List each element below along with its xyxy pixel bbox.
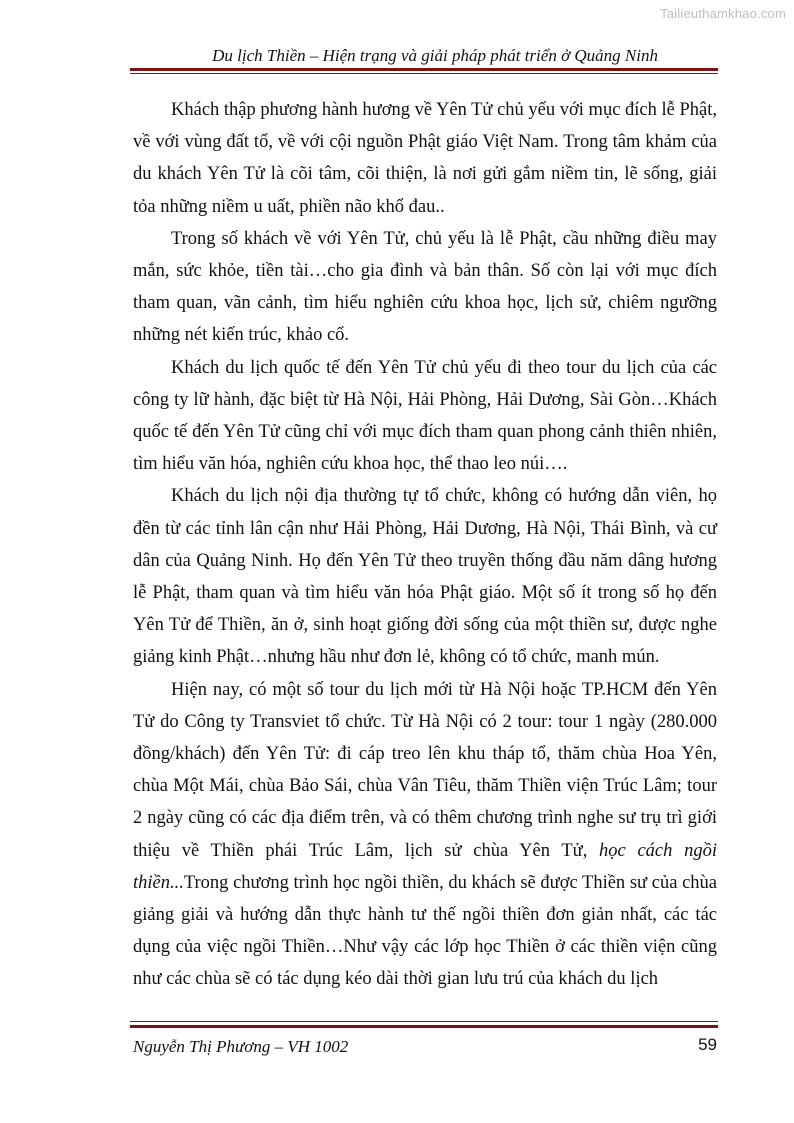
header-rule-thin — [130, 73, 718, 74]
footer-rule-thin — [130, 1021, 718, 1022]
page-body — [133, 94, 717, 996]
paragraph-2: Trong số khách về với Yên Tử, chủ yếu là lễ Phật, cầu những điều may mắn, sức khỏe, tiền tài…cho gia đình và bản thân. Số còn lại với mục đích tham quan, vãn cảnh, tìm hiểu nghiên cứu khoa học, lịch sử, chiêm ngưỡng những nét kiến trúc, khảo cổ. — [133, 228, 717, 346]
footer-author: Nguyễn Thị Phương – VH 1002 — [133, 1037, 349, 1056]
paragraph-5-text-end: Trong chương trình học ngồi thiền, du khách sẽ được Thiền sư của chùa giảng giải và hướng dẫn thực hành tư thế ngồi thiền đơn giản nhất, các tác dụng của việc ngồi Thiền…Như vậy các lớp học Thiền ở các thiền viện cũng như các chùa sẽ có tác dụng kéo dài thời gian lưu trú của khách du lịch — [133, 872, 717, 990]
paragraph-5-text-start: Hiện nay, có một số tour du lịch mới từ Hà Nội hoặc TP.HCM đến Yên Tử do Công ty Transviet tổ chức. Từ Hà Nội có 2 tour: tour 1 ngày (280.000 đồng/khách) đến Yên Tử: đi cáp treo lên khu tháp tổ, thăm chùa Hoa Yên, chùa Một Mái, chùa Bảo Sái, chùa Vân Tiêu, thăm Thiền viện Trúc Lâm; tour 2 ngày cũng có các địa điểm trên, và có thêm chương trình nghe sư trụ trì giới thiệu về Thiền phái Trúc Lâm, lịch sử chùa Yên Tử, — [133, 679, 717, 861]
paragraph-5-italic-phrase: học cách ngồi thiền... — [133, 840, 717, 893]
paragraph-5 — [133, 674, 717, 996]
header-rule — [130, 68, 718, 71]
running-header-title: Du lịch Thiền – Hiện trạng và giải pháp phát triển ở Quảng Ninh — [212, 46, 658, 65]
paragraph-3: Khách du lịch quốc tế đến Yên Tử chủ yếu đi theo tour du lịch của các công ty lữ hành, đặc biệt từ Hà Nội, Hải Phòng, Hải Dương, Sài Gòn…Khách quốc tế đến Yên Tử cũng chỉ với mục đích tham quan phong cảnh thiên nhiên, tìm hiểu văn hóa, nghiên cứu khoa học, thể thao leo núi…. — [133, 357, 717, 475]
page-number: 59 — [698, 1035, 717, 1054]
watermark: Tailieuthamkhao.com — [660, 6, 786, 21]
paragraph-4: Khách du lịch nội địa thường tự tổ chức, không có hướng dẫn viên, họ đền từ các tỉnh lân cận như Hải Phòng, Hải Dương, Hà Nội, Thái Bình, và cư dân của Quảng Ninh. Họ đến Yên Tử theo truyền thống đầu năm dâng hương lễ Phật, tham quan và tìm hiểu văn hóa Phật giáo. Một số ít trong số họ đến Yên Tử để Thiền, ăn ở, sinh hoạt giống đời sống của một thiền sư, được nghe giảng kinh Phật…nhưng hầu như đơn lẻ, không có tổ chức, manh mún. — [133, 486, 717, 668]
paragraph-1: Khách thập phương hành hương về Yên Tử chủ yếu với mục đích lễ Phật, về với vùng đất tổ, về với cội nguồn Phật giáo Việt Nam. Trong tâm khảm của du khách Yên Tử là cõi tâm, cõi thiện, là nơi gửi gắm niềm tin, lẽ sống, giải tỏa những niềm u uất, phiền não khổ đau.. — [133, 100, 717, 217]
footer-rule — [130, 1025, 718, 1028]
